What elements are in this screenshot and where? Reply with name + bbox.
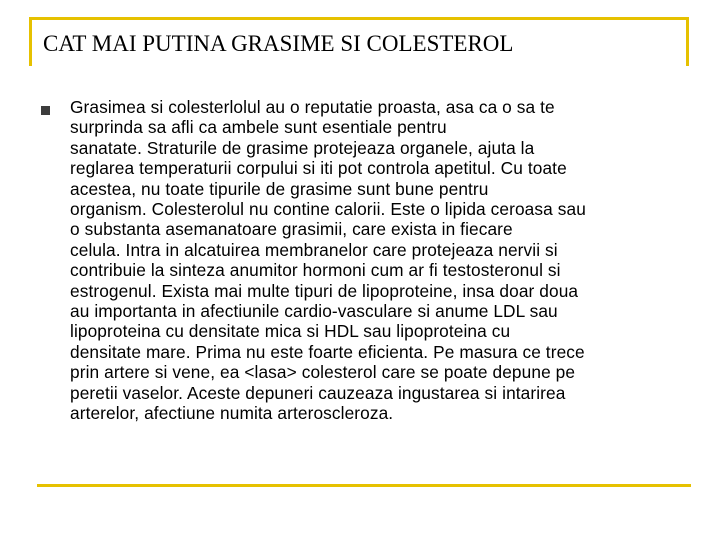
paragraph-line: acestea, nu toate tipurile de grasime sunt bune pentru: [70, 178, 489, 199]
square-bullet-icon: [41, 106, 50, 115]
paragraph-line: Grasimea si colesterlolul au o reputatie proasta, asa ca o sa te: [70, 97, 555, 117]
bottom-divider: [37, 484, 691, 487]
paragraph-line: surprinda sa afli ca ambele sunt esentiale pentru: [70, 117, 447, 138]
paragraph-line: reglarea temperaturii corpului si iti pot controla apetitul. Cu toate: [70, 158, 567, 179]
paragraph-line: o substanta asemanatoare grasimii, care exista in fiecare: [70, 219, 513, 240]
paragraph-line: peretii vaselor. Aceste depuneri cauzeaza ingustarea si intarirea: [70, 382, 566, 403]
paragraph-line: contribuie la sinteza anumitor hormoni cum ar fi testosteronul si: [70, 260, 561, 281]
paragraph-line: organism. Colesterolul nu contine calorii. Este o lipida ceroasa sau: [70, 199, 586, 220]
paragraph-line: arterelor, afectiune numita arteroscleroza.: [70, 403, 394, 424]
paragraph-line: au importanta in afectiunile cardio-vasculare si anume LDL sau: [70, 301, 558, 322]
title-frame-right-border: [686, 17, 689, 66]
slide-title: CAT MAI PUTINA GRASIME SI COLESTEROL: [43, 31, 514, 56]
paragraph-line: sanatate. Straturile de grasime protejeaza organele, ajuta la: [70, 137, 535, 158]
paragraph-line: prin artere si vene, ea <lasa> colesterol care se poate depune pe: [70, 362, 576, 383]
paragraph-line: lipoproteina cu densitate mica si HDL sau lipoproteina cu: [70, 321, 511, 342]
bullet-paragraph: [70, 97, 681, 424]
paragraph-line: celula. Intra in alcatuirea membranelor care protejeaza nervii si: [70, 239, 558, 260]
title-frame-left-border: [29, 17, 32, 66]
paragraph-line: densitate mare. Prima nu este foarte eficienta. Pe masura ce trece: [70, 341, 585, 362]
paragraph-line: estrogenul. Exista mai multe tipuri de lipoproteine, insa doar doua: [70, 280, 579, 301]
title-frame-top-border: [29, 17, 689, 20]
